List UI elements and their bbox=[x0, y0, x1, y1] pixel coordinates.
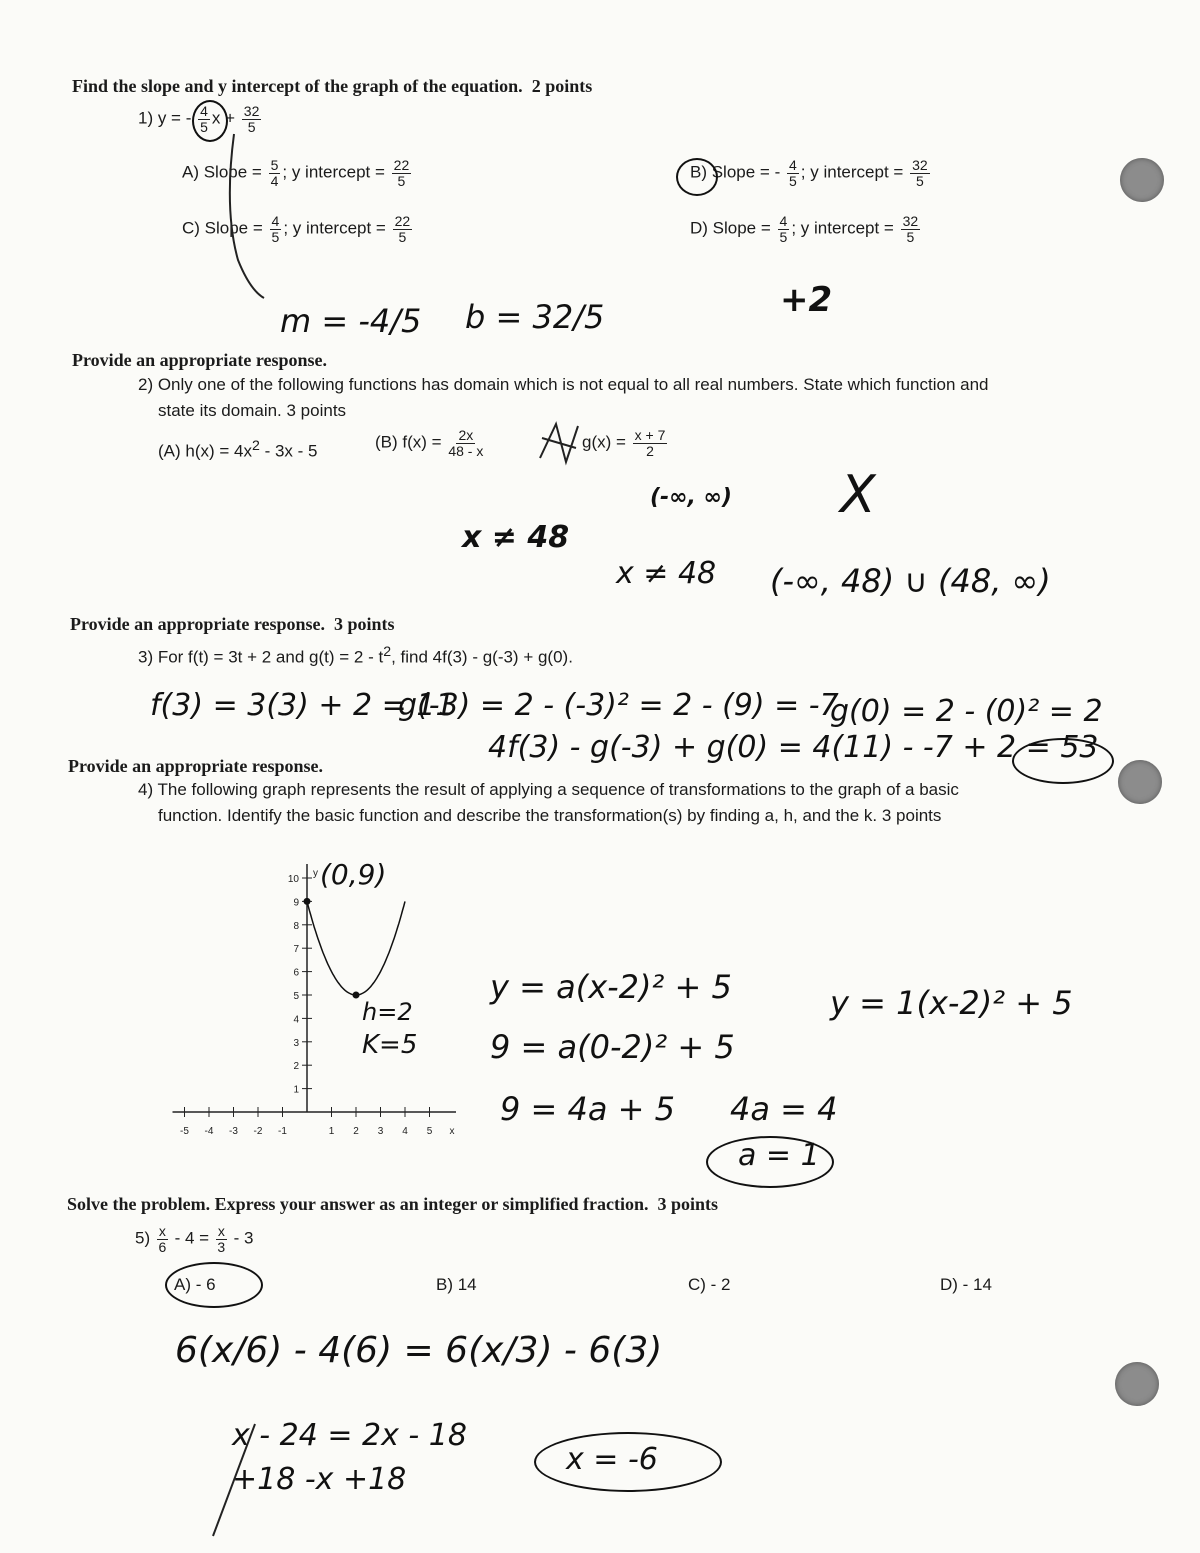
q2-choice-b[interactable]: (B) f(x) = $\frac{2x}{48 - x}$ bbox=[375, 427, 484, 459]
q1-circle-b bbox=[676, 158, 718, 196]
q3-text: 3) For f(t) = 3t + 2 and $g(t) = 2 - t^2$, find 4f(3) - g(-3) + g(0). bbox=[138, 644, 573, 667]
punch-hole-3 bbox=[1115, 1362, 1159, 1406]
q5-work-1: 6(x/6) - 4(6) = 6(x/3) - 6(3) bbox=[175, 1330, 663, 1371]
q1-work-m: m = -4/5 bbox=[280, 302, 422, 340]
q5-choice-d[interactable]: D) - 14 bbox=[940, 1275, 992, 1294]
q2-work-4: (-∞, 48) ∪ (48, ∞) bbox=[770, 562, 1051, 600]
y-tick-label: 10 bbox=[287, 874, 299, 885]
x-tick-label: 1 bbox=[328, 1126, 335, 1137]
punch-hole-1 bbox=[1120, 158, 1164, 202]
q3-answer-circle bbox=[1012, 738, 1114, 784]
q1-choice-c[interactable]: C) Slope = $\frac{4}{5}$ ; y intercept = $\frac{22}{5}$ bbox=[182, 213, 411, 245]
x-tick-label: 3 bbox=[377, 1126, 384, 1137]
q1-choice-b[interactable]: B) Slope = - $\frac{4}{5}$ ; y intercept = $\frac{32}{5}$ bbox=[690, 157, 928, 189]
q5-work-4: x = -6 bbox=[566, 1442, 658, 1477]
vertex-point bbox=[353, 992, 360, 999]
q2-header: Provide an appropriate response. bbox=[72, 350, 328, 370]
q3-work-2: g(-3) = 2 - (-3)² = 2 - (9) = -7 bbox=[398, 688, 839, 723]
x-tick-label: -1 bbox=[278, 1126, 287, 1137]
q5-choice-b[interactable]: B) 14 bbox=[436, 1275, 477, 1294]
y-tick-label: 1 bbox=[293, 1084, 299, 1096]
y-axis-label: y bbox=[313, 868, 318, 879]
q2-text-2: state its domain. 3 points bbox=[158, 401, 347, 420]
q2-scribble bbox=[536, 418, 582, 468]
q4-work-4: 4a = 4 bbox=[730, 1090, 838, 1128]
q2-work-2: (-∞, ∞) bbox=[650, 485, 732, 510]
q5-choice-a[interactable]: A) - 6 bbox=[174, 1275, 216, 1294]
q4-work-3: 9 = 4a + 5 bbox=[500, 1090, 675, 1128]
q2-work-mark: X bbox=[840, 465, 876, 525]
q3-work-4: 4f(3) - g(-3) + g(0) = 4(11) - -7 + 2 = 53 bbox=[488, 730, 1099, 765]
punch-hole-2 bbox=[1118, 760, 1162, 804]
q4-work-5: a = 1 bbox=[738, 1138, 820, 1173]
y-tick-label: 5 bbox=[293, 991, 299, 1002]
x-axis-label: x bbox=[449, 1126, 455, 1137]
q5-answer-circle bbox=[534, 1432, 722, 1492]
q1-header: Find the slope and y intercept of the graph of the equation. 2 points bbox=[72, 76, 593, 96]
q5-choice-c[interactable]: C) - 2 bbox=[688, 1275, 731, 1294]
point-0-9 bbox=[304, 898, 311, 905]
q1-choice-a[interactable]: A) Slope = $\frac{5}{4}$ ; y intercept = $\frac{22}{5}$ bbox=[182, 157, 410, 189]
q4-text-1: 4) The following graph represents the result of applying a sequence of transformations to the graph of a basic bbox=[138, 780, 959, 799]
y-tick-label: 8 bbox=[293, 920, 299, 932]
q1-choice-d[interactable]: D) Slope = $\frac{4}{5}$ ; y intercept = $\frac{32}{5}$ bbox=[690, 213, 919, 245]
q3-work-3: g(0) = 2 - (0)² = 2 bbox=[830, 694, 1103, 729]
q5-work-3: +18 -x +18 bbox=[232, 1462, 407, 1497]
q2-choice-a[interactable]: (A) $h(x) = 4x^2 - 3x - 5$ bbox=[158, 438, 318, 461]
y-tick-label: 3 bbox=[293, 1037, 299, 1049]
x-tick-label: -5 bbox=[180, 1126, 189, 1137]
x-tick-label: 2 bbox=[353, 1126, 359, 1137]
q2-work-3: x ≠ 48 bbox=[616, 556, 717, 591]
y-tick-label: 9 bbox=[293, 897, 299, 909]
y-tick-label: 2 bbox=[293, 1061, 299, 1073]
q1-work-score: +2 bbox=[780, 280, 833, 320]
q4-header: Provide an appropriate response. bbox=[68, 756, 324, 776]
q4-graph bbox=[150, 860, 460, 1145]
q4-work-1: y = a(x-2)² + 5 bbox=[490, 968, 732, 1006]
x-tick-label: 4 bbox=[402, 1126, 408, 1137]
q4-answer-circle bbox=[706, 1136, 834, 1188]
x-tick-label: 5 bbox=[426, 1126, 433, 1137]
q5-header: Solve the problem. Express your answer as an integer or simplified fraction. 3 points bbox=[67, 1194, 719, 1214]
q4-h-label: h=2 bbox=[362, 998, 413, 1026]
y-tick-label: 6 bbox=[293, 967, 299, 979]
x-tick-label: -2 bbox=[253, 1126, 263, 1137]
q4-k-label: K=5 bbox=[362, 1030, 418, 1060]
q2-choice-c[interactable]: g(x) = $\frac{x + 7}{2}$ bbox=[582, 427, 666, 459]
q3-header: Provide an appropriate response. 3 points bbox=[70, 614, 395, 634]
q4-point-label: (0,9) bbox=[320, 858, 387, 891]
q5-slash-stroke bbox=[205, 1420, 265, 1540]
q1-work-b: b = 32/5 bbox=[465, 298, 605, 336]
y-tick-label: 7 bbox=[293, 944, 299, 956]
q3-work-1: f(3) = 3(3) + 2 = 11 bbox=[150, 688, 455, 723]
y-tick-label: 4 bbox=[293, 1014, 299, 1026]
q5-work-2: x - 24 = 2x - 18 bbox=[232, 1418, 467, 1453]
q4-work-2: 9 = a(0-2)² + 5 bbox=[490, 1028, 735, 1066]
q1-equation: 1) y = - $\frac{4}{5}$ x + $\frac{32}{5}$ bbox=[138, 103, 260, 135]
q4-text-2: function. Identify the basic function and describe the transformation(s) by finding a, h, and the k. 3 points bbox=[158, 806, 942, 825]
q4-work-6: y = 1(x-2)² + 5 bbox=[830, 984, 1073, 1022]
parabola-line bbox=[307, 901, 405, 995]
q2-text-1: 2) Only one of the following functions has domain which is not equal to all real numbers. State which function and bbox=[138, 375, 989, 394]
q5-circle-a bbox=[165, 1262, 263, 1308]
q5-equation: 5) $\frac{x}{6}$ - 4 = $\frac{x}{3}$ - 3 bbox=[135, 1223, 254, 1255]
x-tick-label: -4 bbox=[204, 1126, 214, 1137]
q2-work-1: x ≠ 48 bbox=[462, 520, 570, 555]
q1-arrow-stroke bbox=[220, 130, 280, 305]
x-tick-label: -3 bbox=[229, 1126, 238, 1137]
